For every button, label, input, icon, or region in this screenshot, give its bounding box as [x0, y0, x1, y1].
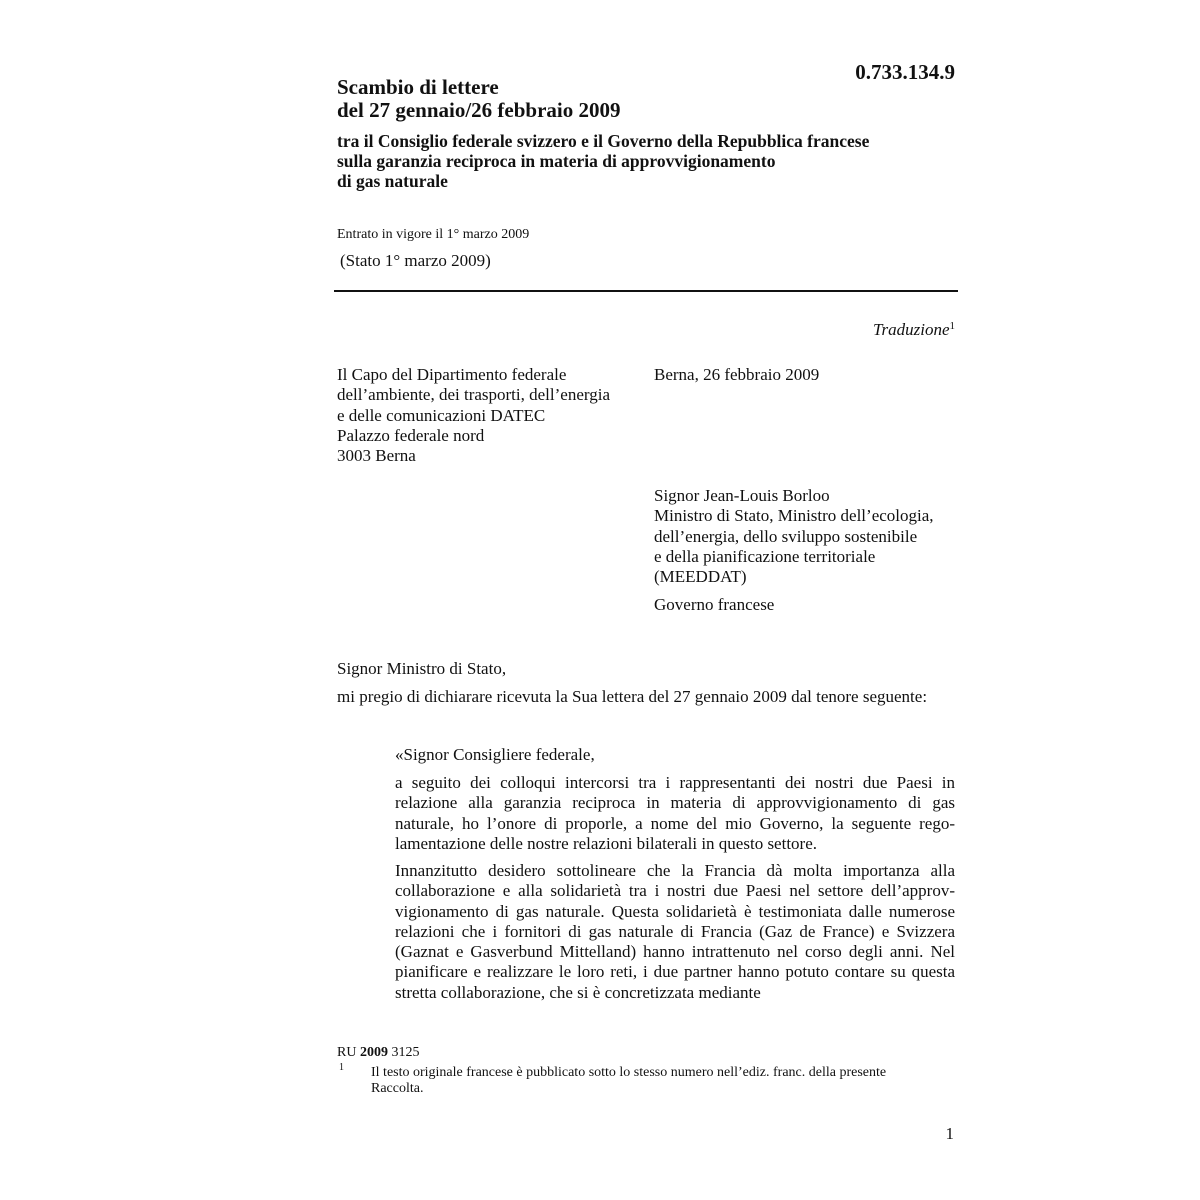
ru-prefix: RU: [337, 1045, 357, 1060]
sender-line: e delle comunicazioni DATEC: [337, 405, 546, 425]
recipient-line: Ministro di Stato, Ministro dell’ecologia,: [654, 506, 934, 526]
footnote-text: Il testo originale francese è pubblicato sotto lo stesso numero nell’ediz. franc. della presente Raccolta.: [371, 1065, 887, 1096]
recipient-line: dell’energia, dello sviluppo sostenibile: [654, 526, 918, 546]
header-rule: [334, 290, 958, 292]
recipient-government: Governo francese: [654, 595, 775, 614]
sender-address: [337, 365, 637, 466]
title-line: del 27 gennaio/26 febbraio 2009: [337, 98, 621, 122]
page-number: 1: [945, 1124, 954, 1143]
sender-line: 3003 Berna: [337, 446, 416, 466]
official-collection-reference: [337, 1045, 419, 1061]
ru-page: 3125: [391, 1045, 420, 1060]
sender-line: Palazzo federale nord: [337, 425, 485, 445]
place-date: Berna, 26 febbraio 2009: [654, 365, 820, 384]
recipient-line: (MEEDDAT): [654, 567, 747, 587]
recipient-address: [654, 486, 964, 587]
letter-salutation: Signor Ministro di Stato,: [337, 659, 507, 678]
subtitle-line: di gas naturale: [337, 171, 448, 191]
footnote-number: 1: [339, 1062, 344, 1073]
sender-line: dell’ambiente, dei trasporti, dell’energia: [337, 385, 610, 405]
sr-number: 0.733.134.9: [855, 60, 955, 84]
document-subtitle: [337, 131, 977, 191]
title-line: Scambio di lettere: [337, 75, 499, 99]
quoted-paragraph: Innanzitutto desidero sottolineare che la Francia dà molta importanza alla collaborazione e alla solidarietà tra i nostri due Paesi nel settore dell’approvvigionamento di gas naturale. Questa solidarietà è testimoniata dalle numerose relazioni che i fornitori di gas naturale di Francia (Gaz de France) e Svizzera (Gaznat e Gasverbund Mittelland) hanno intrattenuto nel corso degli anni. Nel pianificare e realizzare le loro reti, i due partner hanno potuto contare su questa stretta collaborazione, che si è concretizzata mediante: [395, 861, 955, 1002]
translation-note: [700, 320, 955, 340]
ru-year: 2009: [359, 1045, 388, 1060]
subtitle-line: sulla garanzia reciproca in materia di approvvigionamento: [337, 151, 776, 171]
recipient-line: Signor Jean-Louis Borloo: [654, 486, 830, 505]
footnote-reference: 1: [949, 320, 955, 332]
recipient-line: e della pianificazione territoriale: [654, 546, 876, 566]
sender-line: Il Capo del Dipartimento federale: [337, 365, 567, 384]
quoted-salutation: «Signor Consigliere federale,: [395, 745, 595, 764]
document-title: [337, 76, 837, 122]
translation-label: Traduzione: [872, 320, 950, 339]
status-date: (Stato 1° marzo 2009): [340, 251, 491, 270]
quoted-paragraph: a seguito dei colloqui intercorsi tra i rappresentanti dei nostri due Paesi in relazione alla garanzia reciproca in materia di approvvigionamento di gas naturale, ho l’onore di proporle, a nome del mio Governo, la seguente regolamentazione delle nostre relazioni bilaterali in questo settore.: [395, 773, 955, 853]
subtitle-line: tra il Consiglio federale svizzero e il Governo della Repubblica francese: [337, 131, 870, 151]
entry-into-force: Entrato in vigore il 1° marzo 2009: [337, 227, 530, 242]
letter-intro: mi pregio di dichiarare ricevuta la Sua lettera del 27 gennaio 2009 dal tenore seguente:: [337, 687, 928, 706]
